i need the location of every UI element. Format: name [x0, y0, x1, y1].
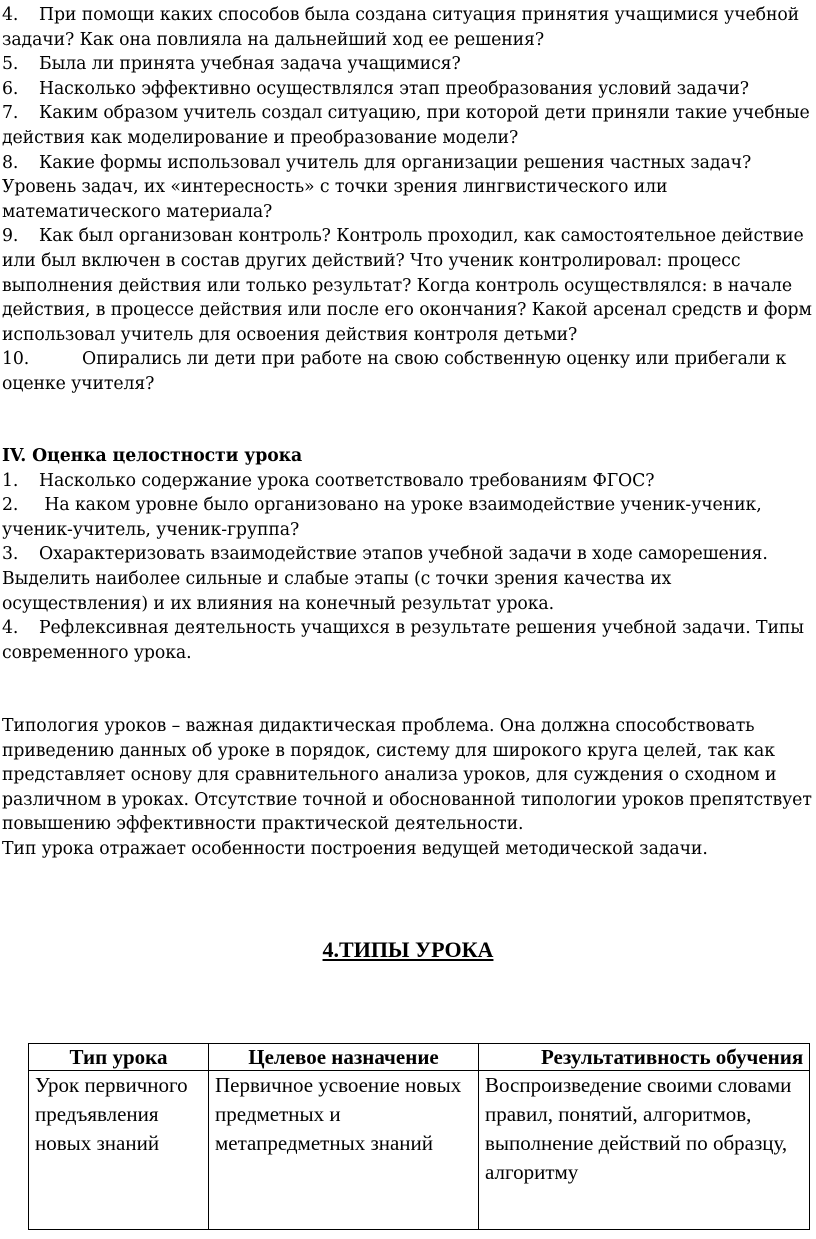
lesson-type-cell: Урок первичного предъявления новых знаний: [29, 1071, 209, 1230]
section-title: 4.ТИПЫ УРОКА: [322, 937, 494, 962]
question-item: 7. Каким образом учитель создал ситуацию, при которой дети приняли такие учебные действия как моделирование и преобразование модели?: [2, 103, 810, 148]
table-header-row: [29, 1044, 810, 1071]
questions-block: [2, 3, 814, 397]
typology-line: Тип урока отражает особенности построения ведущей методической задачи.: [2, 838, 708, 859]
question-item: 9. Как был организован контроль? Контроль проходил, как самостоятельное действие или был включен в состав других действий? Что ученик контролировал: процесс выполнения действия или только результат? Когда контроль осуществлялся: в начале действия, в процессе действия или после его окончания? Какой арсенал средств и форм использовал учитель для освоения действия контроля детьми?: [2, 226, 812, 345]
lesson-types-table: [28, 1043, 810, 1230]
table-row: [29, 1071, 810, 1230]
section-item: 2. На каком уровне было организовано на уроке взаимодействие ученик-ученик, ученик-учитель, ученик-группа?: [2, 495, 762, 540]
column-header: Тип урока: [29, 1044, 209, 1071]
section-item: 4. Рефлексивная деятельность учащихся в результате решения учебной задачи. Типы современного урока.: [2, 618, 804, 663]
section-iv: [2, 444, 814, 665]
result-cell: Воспроизведение своими словами правил, понятий, алгоритмов, выполнение действий по образцу, алгоритму: [479, 1071, 810, 1230]
column-header: Целевое назначение: [209, 1044, 479, 1071]
section-item: 1. Насколько содержание урока соответствовало требованиям ФГОС?: [2, 470, 655, 491]
question-item: 5. Была ли принята учебная задача учащимися?: [2, 54, 461, 75]
column-header: Результативность обучения: [479, 1044, 810, 1071]
section-item: 3. Охарактеризовать взаимодействие этапов учебной задачи в ходе саморешения. Выделить наиболее сильные и слабые этапы (с точки зрения качества их осуществления) и их влияния на конечный результат урока.: [2, 544, 768, 614]
section-heading: IV. Оценка целостности урока: [2, 446, 303, 466]
purpose-cell: Первичное усвоение новых предметных и метапредметных знаний: [209, 1071, 479, 1230]
typology-block: [2, 714, 814, 862]
question-item: 10. Опирались ли дети при работе на свою собственную оценку или прибегали к оценке учителя?: [2, 349, 787, 394]
question-item: 6. Насколько эффективно осуществлялся этап преобразования условий задачи?: [2, 78, 749, 99]
typology-paragraph: Типология уроков – важная дидактическая проблема. Она должна способствовать приведению данных об уроке в порядок, систему для широкого круга целей, так как представляет основу для сравнительного анализа уроков, для суждения о сходном и различном в уроках. Отсутствие точной и обоснованной типологии уроков препятствует повышению эффективности практической деятельности.: [2, 716, 812, 835]
question-item: 4. При помощи каких способов была создана ситуация принятия учащимися учебной задачи? Как она повлияла на дальнейший ход ее решения?: [2, 5, 800, 50]
question-item: 8. Какие формы использовал учитель для организации решения частных задач? Уровень задач, их «интересность» с точки зрения лингвистического или математического материала?: [2, 152, 752, 222]
